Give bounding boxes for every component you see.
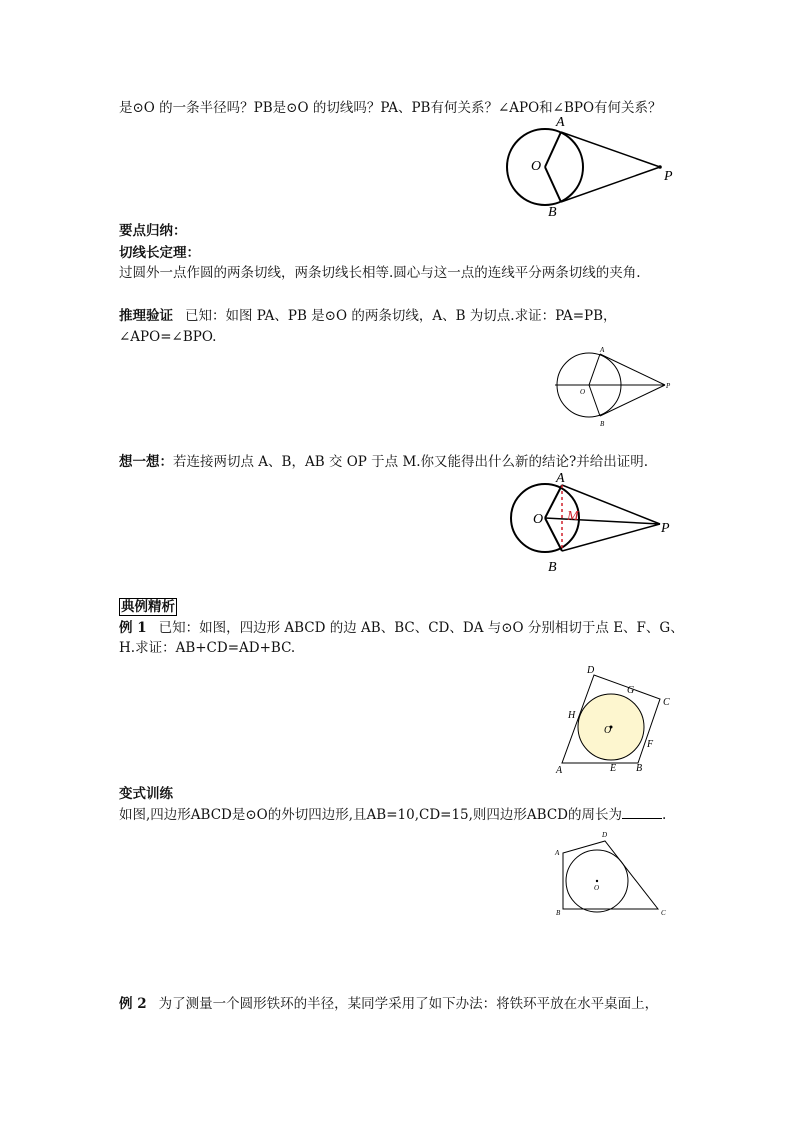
label-d: D — [587, 665, 595, 676]
variant-heading: 变式训练 — [119, 786, 173, 802]
variant-text — [119, 806, 666, 824]
example1-text: 已知：如图，四边形 ABCD 的边 AB、BC、CD、DA 与⊙O 分别相切于点 E、F、G、 — [158, 620, 684, 636]
theorem-text: 过圆外一点作圆的两条切线，两条切线长相等.圆心与这一点的连线平分两条切线的夹角. — [119, 265, 641, 281]
intro-question: 是⊙O 的一条半径吗？PB是⊙O 的切线吗？PA、PB有何关系？∠APO和∠BPO有何关系？ — [119, 100, 662, 116]
radius-oa — [589, 354, 600, 385]
answer-blank[interactable] — [622, 806, 662, 819]
point-o — [596, 880, 598, 882]
radius-oa — [545, 485, 562, 518]
label-o: O — [580, 388, 586, 396]
quadrilateral-abcd — [563, 841, 658, 909]
label-m: M — [567, 509, 579, 524]
tangent-pa — [600, 354, 665, 385]
label-o: O — [594, 884, 600, 892]
label-a: A — [556, 765, 563, 776]
figure-tangent-lines-2 — [550, 345, 680, 430]
radius-ob — [545, 518, 562, 551]
radius-ob — [589, 385, 600, 416]
label-b: B — [548, 205, 557, 220]
label-e: E — [610, 763, 617, 774]
think-text: 若连接两切点 A、B，AB 交 OP 于点 M.你又能得出什么新的结论?并给出证明. — [173, 454, 649, 470]
example2-text: 为了测量一个圆形铁环的半径，某同学采用了如下办法：将铁环平放在水平桌面上， — [158, 996, 659, 1012]
theorem-title: 切线长定理： — [119, 245, 200, 261]
label-b: B — [548, 560, 557, 575]
label-a: A — [555, 849, 560, 857]
proof-line-1 — [119, 307, 617, 325]
label-o: O — [604, 725, 612, 736]
label-p: P — [661, 521, 670, 536]
variant-end: . — [662, 807, 667, 823]
figure-tangent-lines-1 — [500, 112, 690, 222]
example1-line-1 — [119, 619, 684, 637]
radius-oa — [545, 132, 561, 167]
example1-line-2: H.求证：AB+CD=AD+BC. — [119, 640, 296, 656]
label-o: O — [533, 512, 544, 527]
figure-tangent-lines-3 — [500, 468, 690, 578]
label-p: P — [664, 169, 673, 184]
label-o: O — [531, 159, 542, 174]
tangent-pa — [561, 132, 660, 167]
example2-label: 例 2 — [119, 996, 147, 1012]
label-f: F — [647, 739, 654, 750]
label-a: A — [556, 115, 565, 130]
label-b: B — [600, 420, 605, 428]
label-b: B — [556, 909, 561, 917]
figure-quadrilateral-1 — [548, 660, 688, 780]
point-p — [658, 165, 662, 169]
label-b: B — [636, 763, 643, 774]
label-c: C — [661, 909, 666, 917]
label-h: H — [568, 710, 576, 721]
proof-given: 已知：如图 PA、PB 是⊙O 的两条切线，A、B 为切点.求证：PA=PB， — [185, 308, 617, 324]
proof-line-2: ∠APO=∠BPO. — [119, 329, 217, 345]
label-a: A — [556, 471, 565, 486]
section-title: 典例精析 — [121, 599, 175, 615]
label-d: D — [602, 831, 608, 839]
think-label: 想一想： — [119, 454, 173, 470]
example2-line — [119, 995, 658, 1013]
label-a: A — [600, 346, 605, 354]
label-p: P — [666, 382, 671, 390]
tangent-pb — [600, 385, 665, 416]
variant-question: 如图,四边形ABCD是⊙O的外切四边形,且AB=10,CD=15,则四边形ABCD的周长为 — [119, 807, 622, 823]
radius-ob — [545, 167, 561, 202]
label-g: G — [627, 685, 635, 696]
proof-label: 推理验证 — [119, 308, 173, 324]
figure-quadrilateral-2 — [550, 825, 680, 920]
tangent-pb — [561, 167, 660, 202]
label-c: C — [663, 697, 670, 708]
example1-label: 例 1 — [119, 620, 147, 636]
summary-heading: 要点归纳： — [119, 223, 187, 239]
